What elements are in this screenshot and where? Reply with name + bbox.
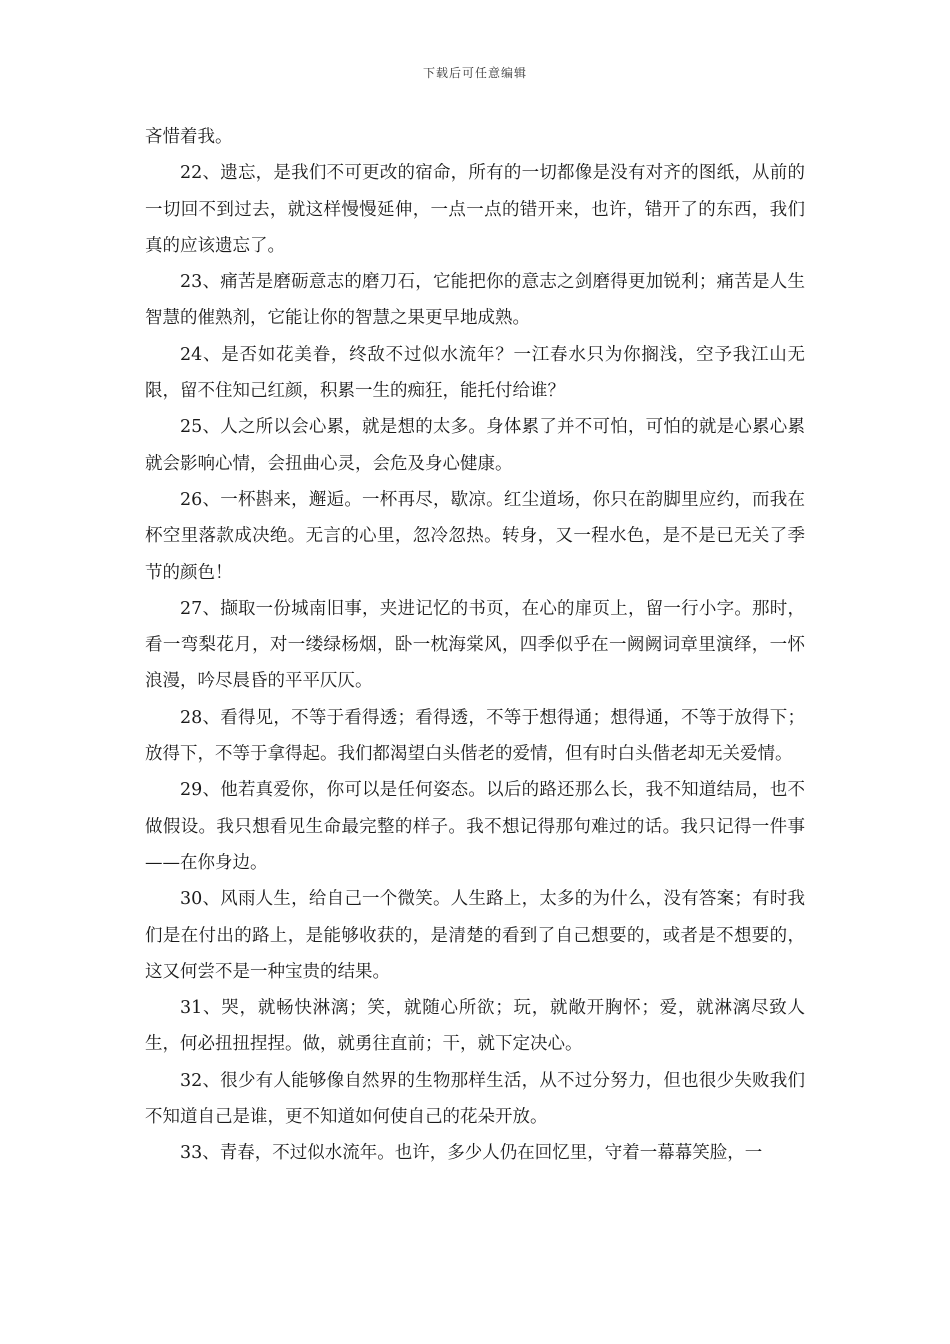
paragraph-continuation: 吝惜着我。 xyxy=(145,127,233,147)
paragraph-26: 26、一杯斟来，邂逅。一杯再尽，歇凉。红尘道场，你只在韵脚里应约，而我在杯空里落款成决绝。无言的心里，忽冷忽热。转身，又一程水色，是不是已无关了季节的颜色！ xyxy=(145,489,805,583)
paragraph-27: 27、撷取一份城南旧事，夹进记忆的书页，在心的扉页上，留一行小字。那时，看一弯梨花月，对一缕绿杨烟，卧一枕海棠风，四季似乎在一阙阙词章里演绎，一怀浪漫，吟尽晨昏的平平仄仄。 xyxy=(145,598,805,692)
paragraph-25: 25、人之所以会心累，就是想的太多。身体累了并不可怕，可怕的就是心累心累就会影响心情，会扭曲心灵，会危及身心健康。 xyxy=(145,417,805,474)
paragraph-32: 32、很少有人能够像自然界的生物那样生活，从不过分努力，但也很少失败我们不知道自己是谁，更不知道如何使自己的花朵开放。 xyxy=(145,1070,805,1128)
paragraph-22: 22、遗忘，是我们不可更改的宿命，所有的一切都像是没有对齐的图纸，从前的一切回不到过去，就这样慢慢延伸，一点一点的错开来，也许，错开了的东西，我们真的应该遗忘了。 xyxy=(145,163,805,256)
paragraph-33: 33、青春，不过似水流年。也许，多少人仍在回忆里，守着一幕幕笑脸，一 xyxy=(180,1143,763,1164)
paragraph-31: 31、哭，就畅快淋漓；笑，就随心所欲；玩，就敞开胸怀；爱，就淋漓尽致人生，何必扭扭捏捏。做，就勇往直前；干，就下定决心。 xyxy=(145,998,805,1055)
paragraph-23: 23、痛苦是磨砺意志的磨刀石，它能把你的意志之剑磨得更加锐利；痛苦是人生智慧的催熟剂，它能让你的智慧之果更早地成熟。 xyxy=(145,272,805,329)
paragraph-28: 28、看得见，不等于看得透；看得透，不等于想得通；想得通，不等于放得下；放得下，不等于拿得起。我们都渴望白头偕老的爱情，但有时白头偕老却无关爱情。 xyxy=(145,707,805,765)
paragraph-24: 24、是否如花美眷，终敌不过似水流年？一江春水只为你搁浅，空予我江山无限，留不住知己红颜，积累一生的痴狂，能托付给谁？ xyxy=(145,344,805,402)
paragraph-29: 29、他若真爱你，你可以是任何姿态。以后的路还那么长，我不知道结局，也不做假设。我只想看见生命最完整的样子。我不想记得那句难过的话。我只记得一件事——在你身边。 xyxy=(145,780,805,873)
paragraph-30: 30、风雨人生，给自己一个微笑。人生路上，太多的为什么，没有答案；有时我们是在付出的路上，是能够收获的，是清楚的看到了自己想要的，或者是不想要的，这又何尝不是一种宝贵的结果。 xyxy=(145,889,805,982)
page-header: 下载后可任意编辑 xyxy=(422,66,527,80)
document-body xyxy=(145,119,805,1172)
